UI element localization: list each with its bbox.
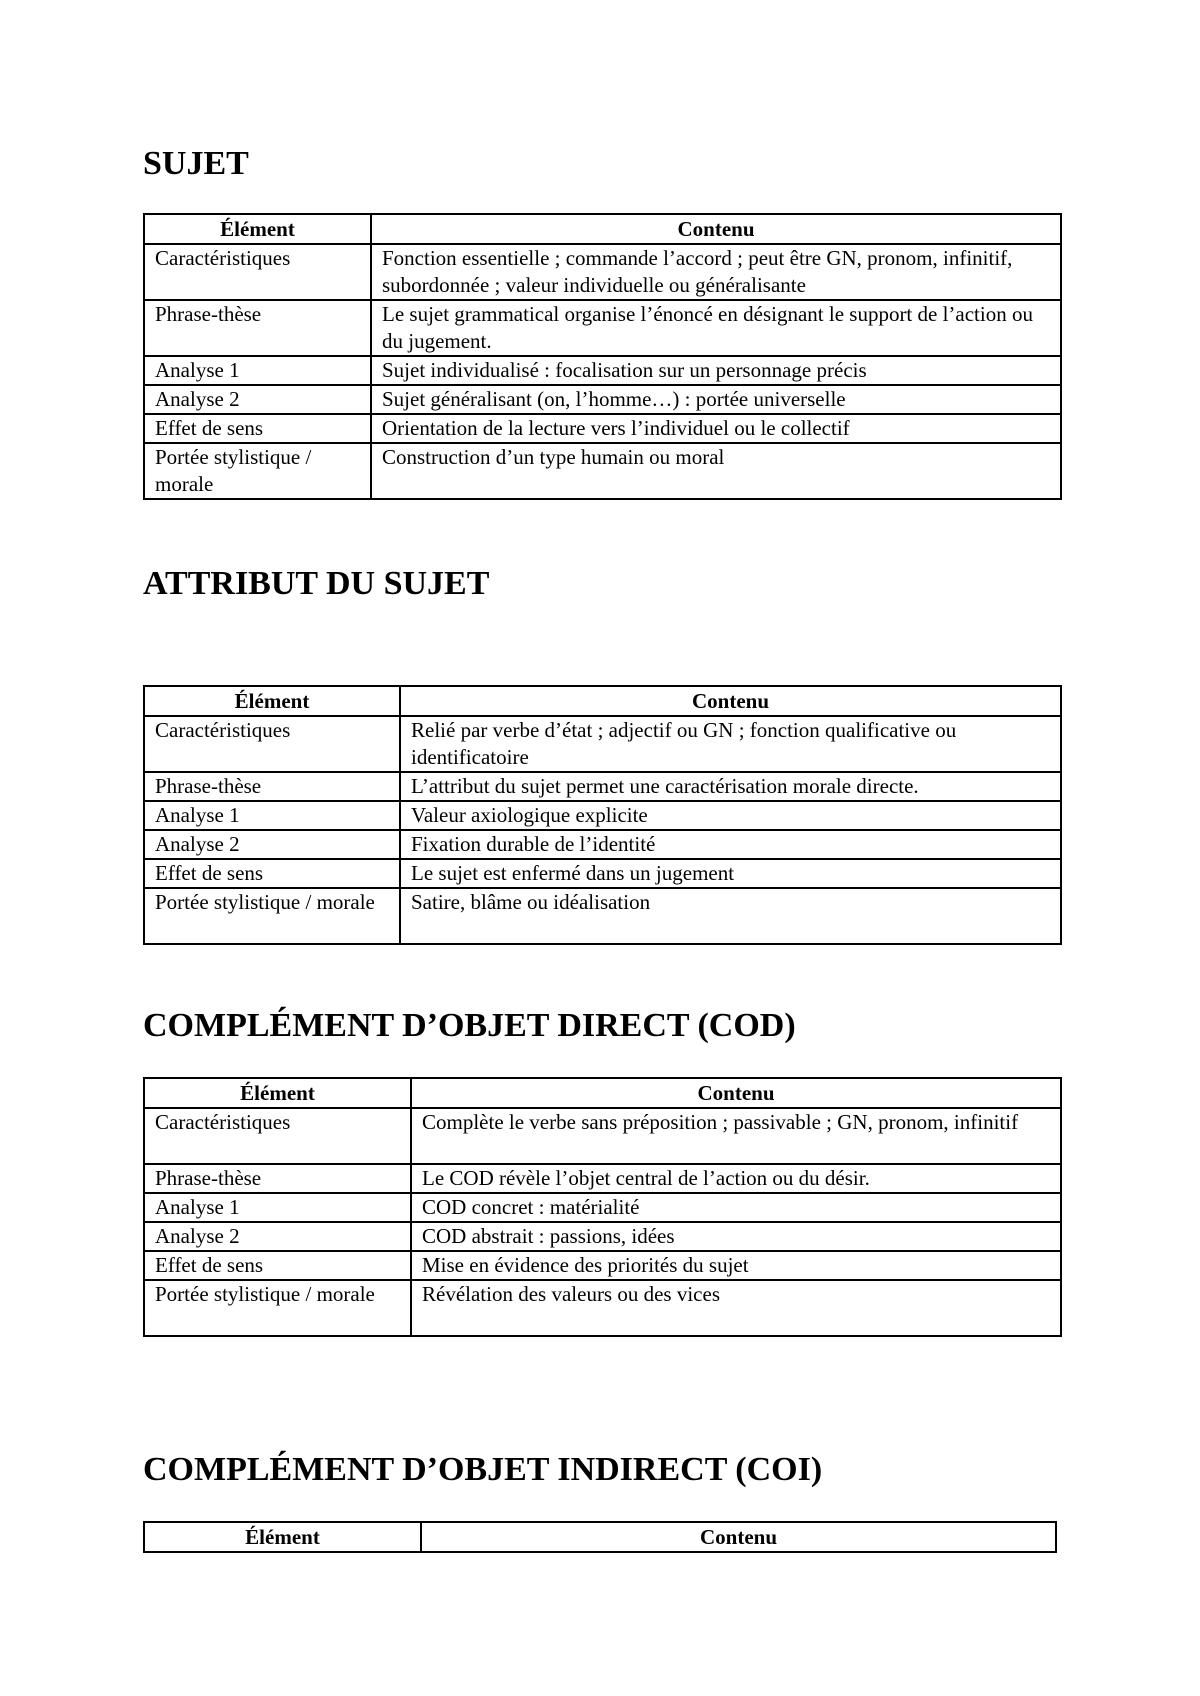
row-contenu: Fixation durable de l’identité [400,830,1061,859]
row-contenu: Le sujet est enfermé dans un jugement [400,859,1061,888]
row-element: Analyse 1 [144,801,400,830]
table-row [144,443,1061,499]
section-title-coi: COMPLÉMENT D’OBJET INDIRECT (COI) [143,1451,823,1488]
row-element: Effet de sens [144,1251,411,1280]
table-row [144,244,1061,300]
row-element: Portée stylistique / morale [144,888,400,944]
row-contenu: COD concret : matérialité [411,1193,1061,1222]
table-header-row [144,686,1061,716]
row-contenu: Orientation de la lecture vers l’individuel ou le collectif [371,414,1061,443]
table-row [144,1222,1061,1251]
row-contenu: Construction d’un type humain ou moral [371,443,1061,499]
table-header-row [144,1522,1056,1552]
header-element: Élément [144,1078,411,1108]
table-row [144,1108,1061,1164]
table-header-row [144,214,1061,244]
table-row [144,1164,1061,1193]
table-header-row [144,1078,1061,1108]
row-element: Portée stylistique / morale [144,443,371,499]
table-row [144,1251,1061,1280]
table-attribut [143,685,1062,945]
row-element: Analyse 1 [144,356,371,385]
row-element: Caractéristiques [144,716,400,772]
table-row [144,801,1061,830]
table-coi [143,1521,1057,1553]
header-contenu: Contenu [371,214,1061,244]
row-element: Analyse 2 [144,830,400,859]
row-element: Caractéristiques [144,1108,411,1164]
row-contenu: L’attribut du sujet permet une caractérisation morale directe. [400,772,1061,801]
header-contenu: Contenu [411,1078,1061,1108]
row-contenu: Révélation des valeurs ou des vices [411,1280,1061,1336]
header-element: Élément [144,686,400,716]
table-row [144,859,1061,888]
row-contenu: COD abstrait : passions, idées [411,1222,1061,1251]
row-element: Portée stylistique / morale [144,1280,411,1336]
table-row [144,772,1061,801]
table-row [144,1280,1061,1336]
row-contenu: Sujet individualisé : focalisation sur un personnage précis [371,356,1061,385]
row-element: Phrase-thèse [144,300,371,356]
table-row [144,888,1061,944]
row-element: Effet de sens [144,414,371,443]
header-element: Élément [144,1522,421,1552]
row-contenu: Complète le verbe sans préposition ; passivable ; GN, pronom, infinitif [411,1108,1061,1164]
table-cod [143,1077,1062,1337]
table-row [144,716,1061,772]
header-element: Élément [144,214,371,244]
row-element: Analyse 2 [144,1222,411,1251]
section-title-sujet: SUJET [143,145,249,182]
table-sujet [143,213,1062,500]
row-element: Analyse 2 [144,385,371,414]
row-contenu: Satire, blâme ou idéalisation [400,888,1061,944]
row-element: Effet de sens [144,859,400,888]
row-element: Caractéristiques [144,244,371,300]
table-row [144,830,1061,859]
table-row [144,300,1061,356]
row-contenu: Mise en évidence des priorités du sujet [411,1251,1061,1280]
row-contenu: Fonction essentielle ; commande l’accord ; peut être GN, pronom, infinitif, subordonnée ; valeur individuelle ou généralisante [371,244,1061,300]
table-row [144,414,1061,443]
row-element: Analyse 1 [144,1193,411,1222]
header-contenu: Contenu [421,1522,1056,1552]
section-title-cod: COMPLÉMENT D’OBJET DIRECT (COD) [143,1007,796,1044]
row-contenu: Le COD révèle l’objet central de l’action ou du désir. [411,1164,1061,1193]
row-contenu: Sujet généralisant (on, l’homme…) : portée universelle [371,385,1061,414]
row-element: Phrase-thèse [144,772,400,801]
table-row [144,1193,1061,1222]
row-element: Phrase-thèse [144,1164,411,1193]
table-row [144,356,1061,385]
row-contenu: Relié par verbe d’état ; adjectif ou GN ; fonction qualificative ou identificatoire [400,716,1061,772]
section-title-attribut: ATTRIBUT DU SUJET [143,565,490,602]
header-contenu: Contenu [400,686,1061,716]
row-contenu: Le sujet grammatical organise l’énoncé en désignant le support de l’action ou du jugement. [371,300,1061,356]
row-contenu: Valeur axiologique explicite [400,801,1061,830]
table-row [144,385,1061,414]
